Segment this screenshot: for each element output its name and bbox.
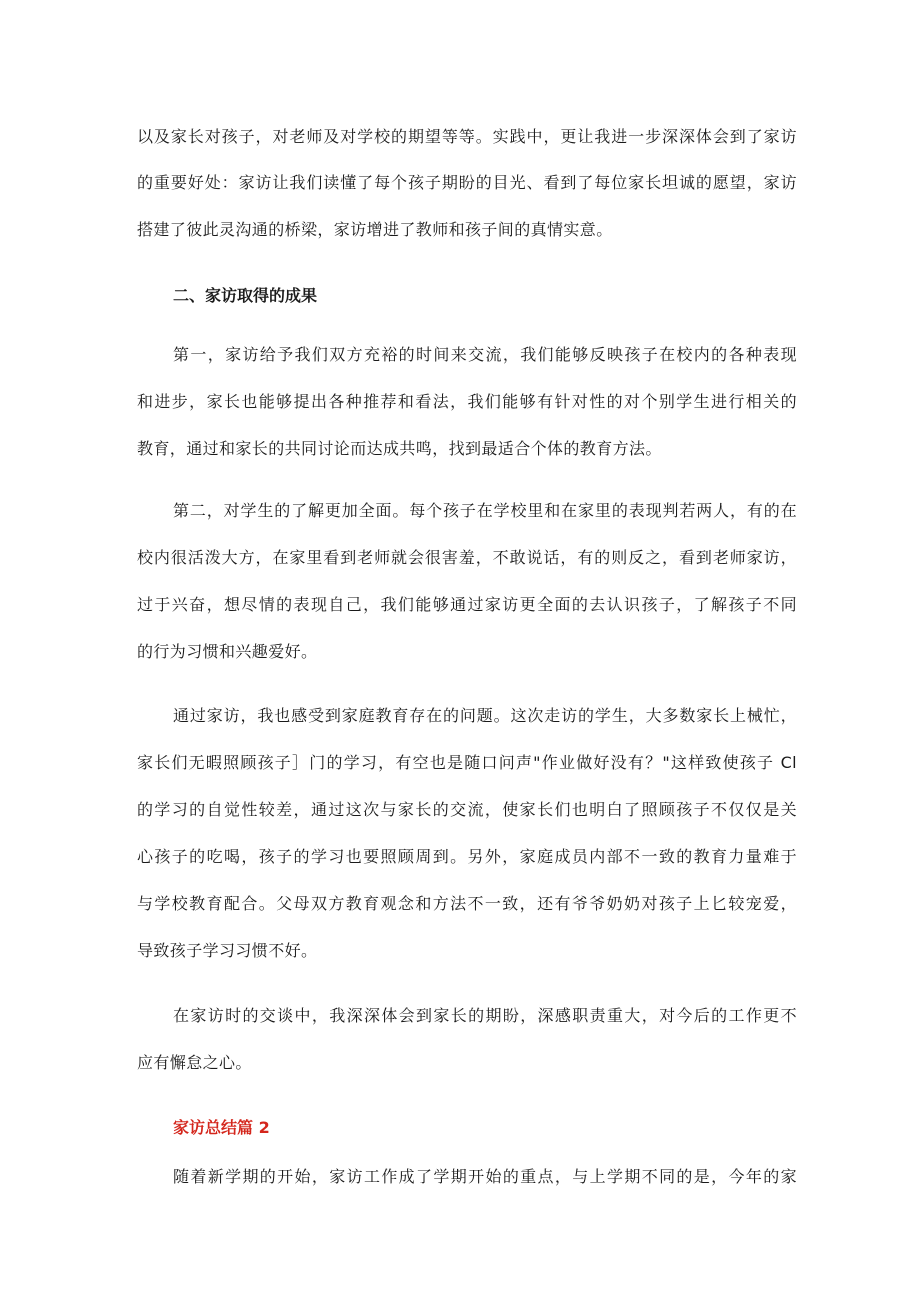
paragraph-line: 在家访时的交谈中，我深深体会到家长的期盼，深感职责重大，对今后的工作更不 [173,1006,797,1025]
paragraph-line: 以及家长对孩子，对老师及对学校的期望等等。实践中，更让我进一步深深体会到了家访 [137,127,797,146]
paragraph-line: 搭建了彼此灵沟通的桥梁，家访增进了教师和孩子间的真情实意。 [137,220,613,239]
paragraph-line: 第二，对学生的了解更加全面。每个孩子在学校里和在家里的表现判若两人，有的在 [173,501,797,520]
section-heading: 二、家访取得的成果 [173,286,318,305]
paragraph-line: 第一，家访给予我们双方充裕的时间来交流，我们能够反映孩子在校内的各种表现 [173,345,797,364]
paragraph-line: 导致孩子学习习惯不好。 [137,941,318,960]
paragraph-line: 的学习的自觉性较差，通过这次与家长的交流，使家长们也明白了照顾孩子不仅仅是关 [137,800,797,819]
paragraph-line: 过于兴奋，想尽情的表现自己，我们能够通过家访更全面的去认识孩子，了解孩子不同 [137,595,797,614]
paragraph-line: 家长们无暇照顾孩子］门的学习，有空也是随口问声"作业做好没有？"这样致使孩子 Cl [137,753,797,772]
paragraph-line: 应有懈怠之心。 [137,1053,252,1072]
paragraph-line: 通过家访，我也感受到家庭教育存在的问题。这次走访的学生，大多数家长上械忙， [173,706,797,725]
paragraph-line: 心孩子的吃喝，孩子的学习也要照顾周到。另外，家庭成员内部不一致的教育力量难于 [137,847,797,866]
paragraph-line: 教育，通过和家长的共同讨论而达成共鸣，找到最适合个体的教育方法。 [137,439,662,458]
paragraph-line: 和进步，家长也能够提出各种推荐和看法，我们能够有针对性的对个别学生进行相关的 [137,392,797,411]
paragraph-line: 的重要好处：家访让我们读懂了每个孩子期盼的目光、看到了每位家长坦诚的愿望，家访 [137,173,797,192]
article-title: 家访总结篇 2 [173,1118,270,1137]
paragraph-line: 与学校教育配合。父母双方教育观念和方法不一致，还有爷爷奶奶对孩子上匕较宠爱， [137,894,797,913]
paragraph-line: 校内很活泼大方，在家里看到老师就会很害羞，不敢说话，有的则反之，看到老师家访， [137,548,797,567]
paragraph-line: 的行为习惯和兴趣爱好。 [137,642,318,661]
paragraph-line: 随着新学期的开始，家访工作成了学期开始的重点，与上学期不同的是，今年的家 [173,1167,797,1186]
